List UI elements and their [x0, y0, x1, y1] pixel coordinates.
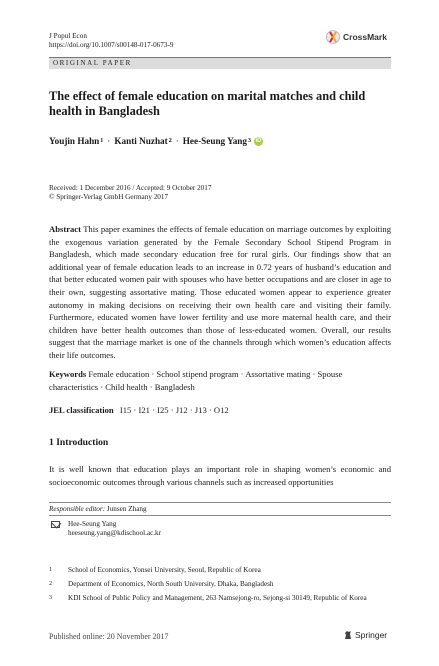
author-name[interactable]: Hee-Seung Yang: [182, 136, 248, 146]
jel-codes: I15 · I21 · I25 · J12 · J13 · O12: [119, 405, 229, 415]
abstract-text: This paper examines the effects of female education on marriage outcomes by exploiting the exogenous variation generated by the Female Secondary School Stipend Program in Bangladesh, which made secondary education free for rural girls. Our findings show that an additional year of female education leads to an increase in 0.72 years of husband’s education and that better educated women pair with spouses who have better occupations and are closer in age to their own, suggesting assortative mating. Those educated women appear to experience greater autonomy in making decisions on receiving their own health care and visiting their family. Furthermore, educated women have lower fertility and use more maternal health care, and their children have better health outcomes than those of less-educated women. Overall, our results suggest that the marriage market is one of the channels through which women’s education affects their life outcomes.: [49, 224, 391, 360]
publisher-name: Springer: [355, 630, 388, 640]
jel-classification: [49, 404, 391, 417]
author-affiliation-marker: 2: [168, 138, 172, 144]
jel-label: JEL classification: [49, 405, 114, 415]
author-name[interactable]: Kanti Nuzhat: [114, 136, 168, 146]
crossmark-icon: [326, 30, 340, 44]
keywords-text: Female education · School stipend program · Assortative mating · Spouse characteristics · Child health · Bangladesh: [49, 369, 343, 392]
copyright-notice: © Springer-Verlag GmbH Germany 2017: [49, 193, 169, 201]
article-type-label: ORIGINAL PAPER: [53, 59, 132, 67]
affiliation: [49, 566, 391, 575]
doi-link[interactable]: https://doi.org/10.1007/s00148-017-0673-9: [49, 41, 174, 49]
article-title: The effect of female education on marital matches and child health in Bangladesh: [49, 89, 366, 118]
author-affiliation-marker: 1: [100, 138, 104, 144]
affiliation-text: School of Economics, Yonsei University, Seoul, Republic of Korea: [68, 566, 261, 574]
article-type-banner: [49, 58, 391, 69]
editor-label: Responsible editor:: [49, 505, 106, 513]
corresponding-author: Hee-Seung Yang: [68, 520, 117, 528]
affiliation-number: 3: [49, 595, 52, 601]
editor-name: Junsen Zhang: [106, 505, 147, 513]
footnote-rule: [49, 515, 391, 516]
received-dates: Received: 1 December 2016 / Accepted: 9 October 2017: [49, 184, 212, 192]
footnote-rule: [49, 502, 391, 503]
affiliation: [49, 594, 391, 603]
affiliation-text: KDI School of Public Policy and Management, 263 Namsejong-ro, Sejong-si 30149, Republic of Korea: [68, 594, 367, 602]
crossmark-label: CrossMark: [343, 32, 387, 42]
published-online: Published online: 20 November 2017: [49, 632, 169, 641]
author-name[interactable]: Youjin Hahn: [49, 136, 100, 146]
keywords: [49, 368, 391, 393]
crossmark-badge[interactable]: [326, 30, 387, 44]
affiliation-number: 2: [49, 581, 52, 587]
intro-paragraph: It is well known that education plays an important role in shaping women’s economic and socioeconomic outcomes through various channels such as increased opportunities: [49, 464, 391, 487]
abstract: [49, 223, 391, 362]
section-heading: 1 Introduction: [49, 437, 109, 448]
author-separator: ·: [107, 136, 111, 146]
author-list: [49, 136, 263, 146]
corresponding-email[interactable]: heeseung.yang@kdischool.ac.kr: [68, 529, 162, 537]
author-separator: ·: [175, 136, 179, 146]
responsible-editor: [49, 505, 147, 514]
journal-name: J Popul Econ: [49, 32, 87, 40]
envelope-icon: [51, 521, 60, 528]
springer-horse-icon: [343, 630, 353, 640]
keywords-label: Keywords: [49, 369, 87, 379]
publisher-logo[interactable]: [343, 630, 387, 640]
abstract-label: Abstract: [49, 224, 81, 234]
affiliation-number: 1: [49, 567, 52, 573]
affiliation-text: Department of Economics, North South University, Dhaka, Bangladesh: [68, 580, 274, 588]
affiliation: [49, 580, 391, 589]
author-affiliation-marker: 3: [248, 138, 252, 144]
orcid-icon[interactable]: iD: [255, 138, 262, 144]
